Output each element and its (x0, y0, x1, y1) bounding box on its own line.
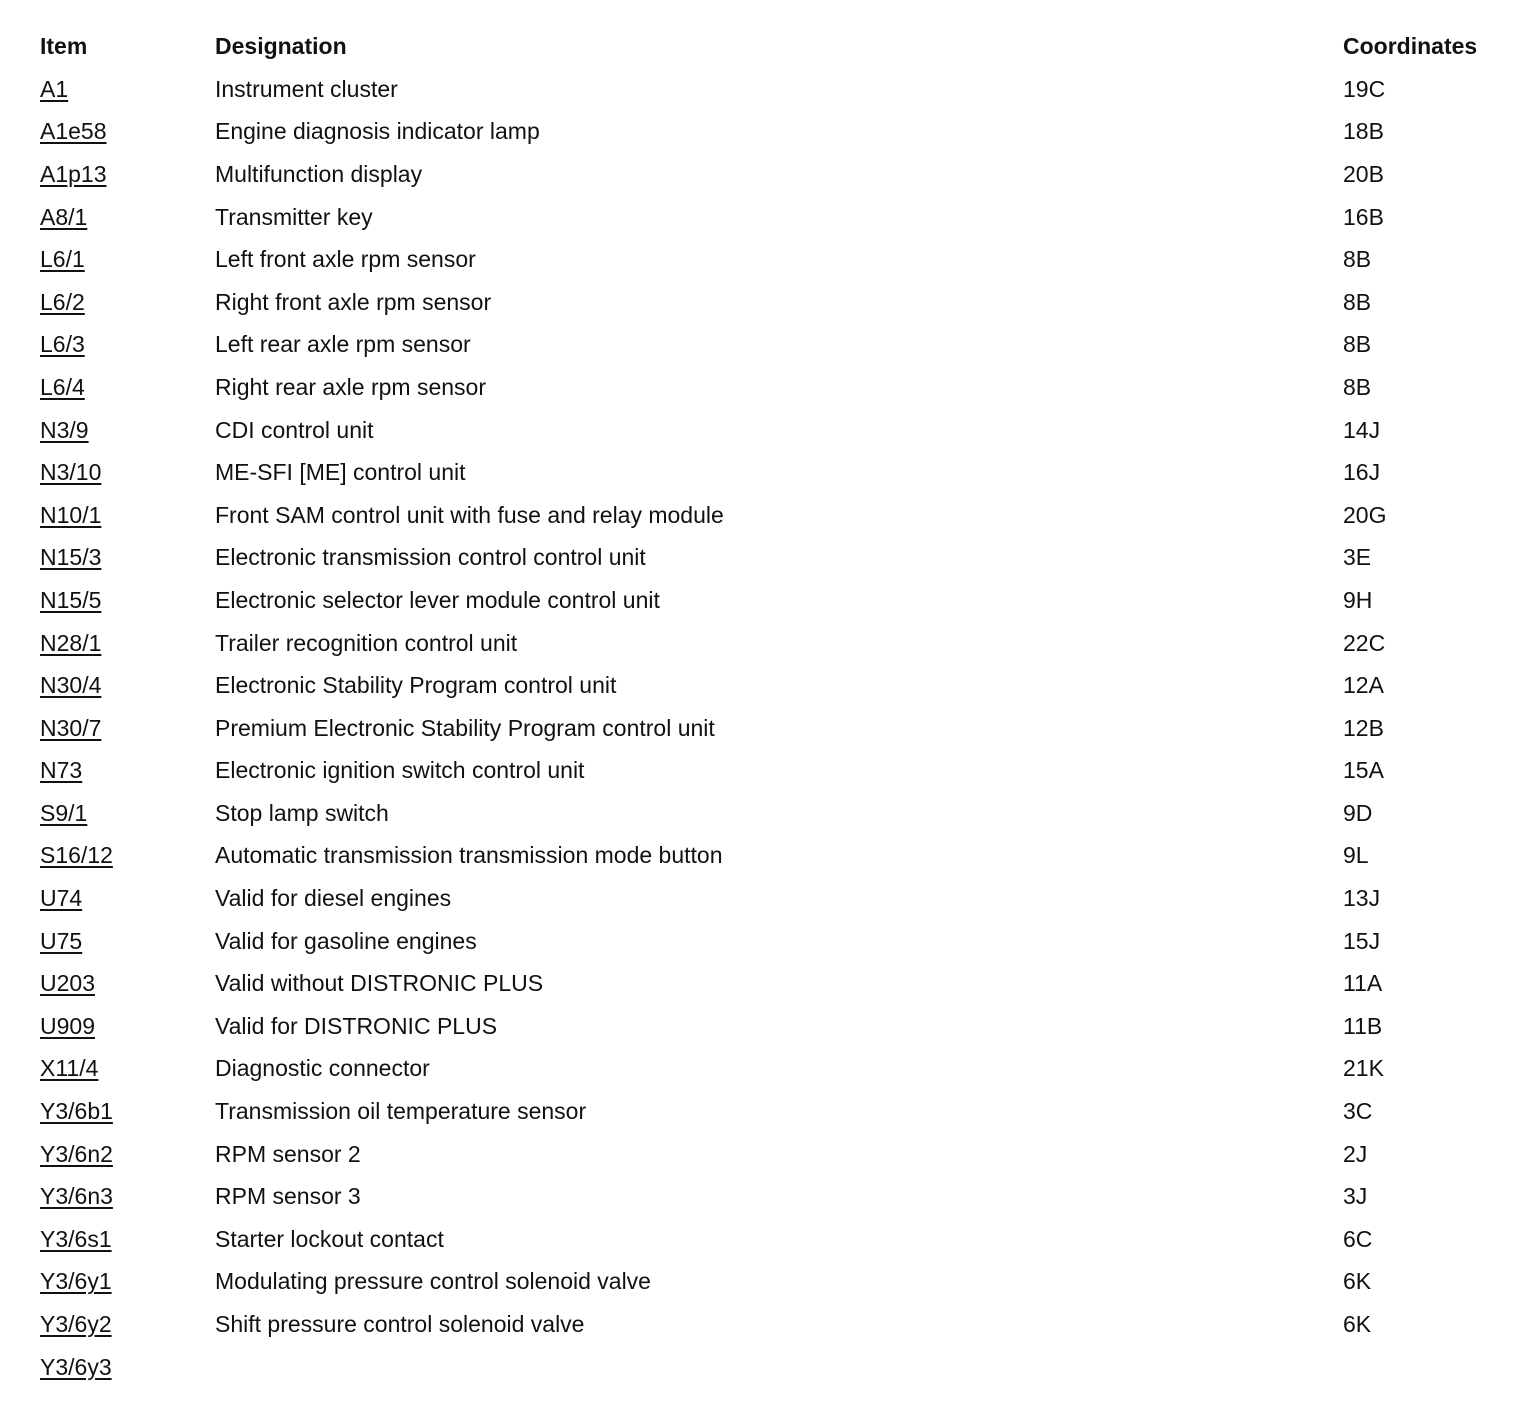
table-row (40, 111, 1520, 154)
designation-cell: CDI control unit (215, 416, 374, 443)
item-cell (40, 461, 215, 484)
designation-cell: Automatic transmission transmission mode button (215, 842, 723, 869)
coordinates-cell: 21K (1343, 1055, 1384, 1082)
item-cell (40, 674, 215, 697)
designation-cell: Left front axle rpm sensor (215, 246, 476, 273)
item-cell (40, 501, 215, 528)
item-link[interactable]: N10/1 (40, 501, 102, 528)
coordinates-cell: 14J (1343, 416, 1381, 443)
table-row (40, 579, 1520, 622)
table-row (40, 1048, 1520, 1091)
table-row (40, 366, 1520, 409)
item-link[interactable]: A8/1 (40, 203, 88, 230)
item-link[interactable]: U909 (40, 1012, 95, 1039)
designation-cell: Modulating pressure control solenoid valve (215, 1268, 651, 1295)
designation-cell: Trailer recognition control unit (215, 629, 518, 656)
designation-cell: Right front axle rpm sensor (215, 288, 492, 315)
item-link[interactable]: U203 (40, 970, 95, 997)
table-row (40, 835, 1520, 878)
table-row (40, 877, 1520, 920)
coordinates-cell: 8B (1343, 246, 1372, 273)
item-link[interactable]: N28/1 (40, 629, 102, 656)
item-cell (40, 629, 215, 656)
item-cell (40, 1012, 215, 1039)
coordinates-cell: 20B (1343, 160, 1384, 187)
designation-cell: Front SAM control unit with fuse and relay module (215, 501, 724, 528)
header-item: Item (40, 32, 88, 59)
item-link[interactable]: L6/3 (40, 331, 85, 358)
coordinates-cell: 9D (1343, 799, 1373, 826)
designation-cell: RPM sensor 3 (215, 1183, 361, 1210)
coordinates-cell: 12A (1343, 672, 1384, 699)
coordinates-cell: 20G (1343, 501, 1387, 528)
item-cell (40, 1270, 215, 1293)
item-link[interactable]: Y3/6s1 (40, 1225, 112, 1252)
item-link[interactable]: N73 (40, 757, 83, 784)
item-cell (40, 927, 215, 954)
item-cell (40, 333, 215, 356)
coordinates-cell: 18B (1343, 118, 1384, 145)
coordinates-cell: 8B (1343, 331, 1372, 358)
designation-cell: Left rear axle rpm sensor (215, 331, 471, 358)
item-link[interactable]: N30/7 (40, 714, 102, 741)
table-row (40, 409, 1520, 452)
table-row (40, 494, 1520, 537)
coordinates-cell: 15J (1343, 927, 1381, 954)
designation-cell: Electronic transmission control control unit (215, 544, 646, 571)
table-row (40, 622, 1520, 665)
table-row (40, 664, 1520, 707)
designation-cell: Starter lockout contact (215, 1225, 444, 1252)
table-row (40, 1218, 1520, 1261)
coordinates-cell: 6K (1343, 1268, 1372, 1295)
table-row (40, 920, 1520, 963)
coordinates-cell: 11B (1343, 1012, 1383, 1039)
item-cell (40, 546, 215, 569)
item-cell (40, 288, 215, 315)
table-row (40, 792, 1520, 835)
item-cell (40, 1100, 215, 1123)
designation-cell: Premium Electronic Stability Program control unit (215, 714, 715, 741)
designation-cell: Valid for diesel engines (215, 885, 452, 912)
designation-cell: Shift pressure control solenoid valve (215, 1311, 585, 1338)
table-row (40, 750, 1520, 793)
coordinates-cell: 16B (1343, 203, 1384, 230)
table-row (40, 281, 1520, 324)
designation-cell: Stop lamp switch (215, 799, 389, 826)
item-cell (40, 714, 215, 741)
item-link[interactable]: S9/1 (40, 799, 88, 826)
item-cell (40, 1185, 215, 1208)
table-row (40, 707, 1520, 750)
item-link[interactable]: L6/1 (40, 246, 85, 273)
item-cell (40, 416, 215, 443)
item-cell (40, 1140, 215, 1167)
table-row (40, 1303, 1520, 1346)
table-row (40, 962, 1520, 1005)
item-cell (40, 248, 215, 271)
item-cell (40, 1313, 215, 1336)
designation-cell: Valid without DISTRONIC PLUS (215, 970, 544, 997)
coordinates-cell: 19C (1343, 75, 1386, 102)
item-link[interactable]: U75 (40, 927, 83, 954)
item-cell (40, 1353, 215, 1380)
designation-cell: Multifunction display (215, 160, 423, 187)
coordinates-cell: 12B (1343, 714, 1384, 741)
coordinates-cell: 13J (1343, 885, 1381, 912)
item-link[interactable]: U74 (40, 885, 83, 912)
coordinates-cell: 6C (1343, 1225, 1373, 1252)
item-link[interactable]: Y3/6y1 (40, 1268, 112, 1295)
table-row (40, 238, 1520, 281)
table-body (40, 68, 1520, 1388)
item-cell (40, 1057, 215, 1080)
item-cell (40, 844, 215, 867)
item-link[interactable]: A1e58 (40, 118, 107, 145)
coordinates-cell: 8B (1343, 288, 1372, 315)
item-link[interactable]: N15/5 (40, 586, 102, 613)
coordinates-cell: 15A (1343, 757, 1384, 784)
header-coordinates: Coordinates (1343, 32, 1478, 59)
table-row (40, 451, 1520, 494)
item-cell (40, 160, 215, 187)
coordinates-cell: 9H (1343, 586, 1373, 613)
item-link[interactable]: A1 (40, 75, 69, 102)
coordinates-cell: 3C (1343, 1098, 1373, 1125)
table-row (40, 1133, 1520, 1176)
designation-cell: Electronic selector lever module control unit (215, 586, 660, 613)
item-link[interactable]: Y3/6y3 (40, 1353, 112, 1380)
table-row (40, 537, 1520, 580)
designation-cell: Valid for gasoline engines (215, 927, 477, 954)
coordinates-cell: 9L (1343, 842, 1369, 869)
header-designation: Designation (215, 32, 347, 59)
coordinates-cell: 6K (1343, 1311, 1372, 1338)
legend-table (40, 26, 1520, 1388)
item-cell (40, 120, 215, 143)
item-cell (40, 759, 215, 782)
coordinates-cell: 3J (1343, 1183, 1368, 1210)
item-link[interactable]: L6/2 (40, 288, 85, 315)
designation-cell: Instrument cluster (215, 75, 398, 102)
table-row (40, 1005, 1520, 1048)
table-row (40, 1261, 1520, 1304)
table-row (40, 1346, 1520, 1389)
designation-cell: RPM sensor 2 (215, 1140, 361, 1167)
designation-cell: Diagnostic connector (215, 1055, 430, 1082)
item-cell (40, 887, 215, 910)
item-link[interactable]: Y3/6y2 (40, 1311, 112, 1338)
item-cell (40, 373, 215, 400)
designation-cell: Transmitter key (215, 203, 373, 230)
table-row (40, 68, 1520, 111)
designation-cell: Electronic Stability Program control unit (215, 672, 617, 699)
coordinates-cell: 2J (1343, 1140, 1368, 1167)
coordinates-cell: 22C (1343, 629, 1386, 656)
designation-cell: Right rear axle rpm sensor (215, 373, 486, 400)
table-row (40, 196, 1520, 239)
item-cell (40, 799, 215, 826)
item-link[interactable]: N3/9 (40, 416, 89, 443)
item-link[interactable]: L6/4 (40, 373, 85, 400)
designation-cell: Engine diagnosis indicator lamp (215, 118, 540, 145)
coordinates-cell: 8B (1343, 373, 1372, 400)
table-row (40, 153, 1520, 196)
item-cell (40, 972, 215, 995)
designation-cell: ME-SFI [ME] control unit (215, 459, 466, 486)
item-link[interactable]: Y3/6n3 (40, 1183, 113, 1210)
item-cell (40, 1225, 215, 1252)
item-link[interactable]: X11/4 (40, 1055, 99, 1082)
designation-cell: Valid for DISTRONIC PLUS (215, 1012, 498, 1039)
table-header (40, 26, 1520, 66)
table-row (40, 1175, 1520, 1218)
designation-cell: Electronic ignition switch control unit (215, 757, 585, 784)
coordinates-cell: 16J (1343, 459, 1381, 486)
item-cell (40, 75, 215, 102)
coordinates-cell: 3E (1343, 544, 1372, 571)
item-cell (40, 203, 215, 230)
item-link[interactable]: N30/4 (40, 672, 102, 699)
item-link[interactable]: Y3/6n2 (40, 1140, 113, 1167)
item-link[interactable]: S16/12 (40, 842, 113, 869)
table-row (40, 1090, 1520, 1133)
item-link[interactable]: Y3/6b1 (40, 1098, 113, 1125)
table-row (40, 324, 1520, 367)
item-link[interactable]: A1p13 (40, 160, 107, 187)
coordinates-cell: 11A (1343, 970, 1383, 997)
item-link[interactable]: N3/10 (40, 459, 102, 486)
item-link[interactable]: N15/3 (40, 544, 102, 571)
item-cell (40, 586, 215, 613)
designation-cell: Transmission oil temperature sensor (215, 1098, 587, 1125)
